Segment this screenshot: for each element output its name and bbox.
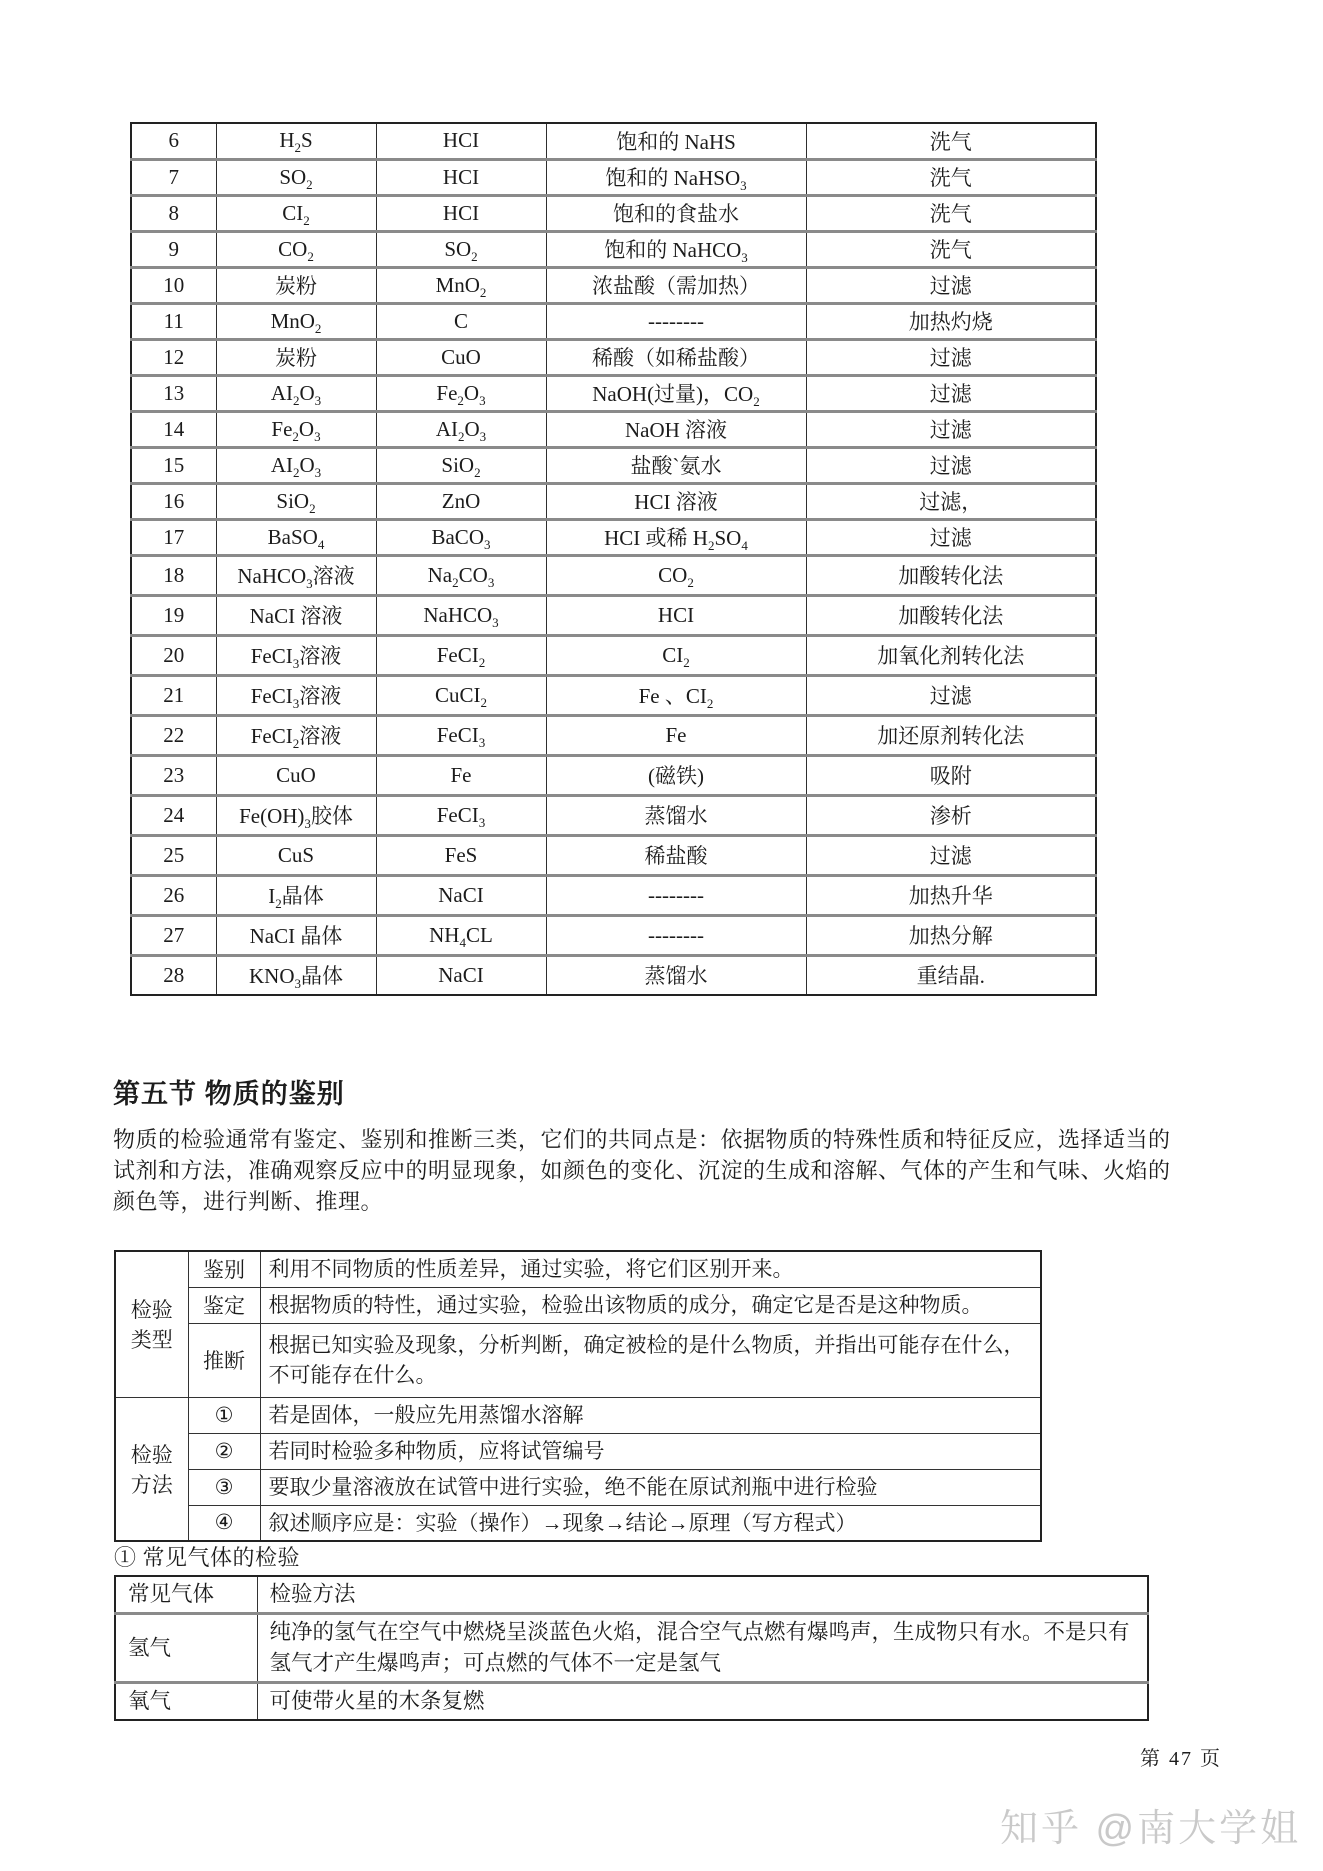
table-cell: MnO$_2$ <box>216 303 376 339</box>
table-row <box>131 303 1096 339</box>
table-cell: 27 <box>131 915 216 955</box>
table-cell: FeCI$_2$ <box>376 635 546 675</box>
table-row <box>131 875 1096 915</box>
table-cell: $CO_2$ <box>546 555 806 595</box>
intro-line: 物质的检验通常有鉴定、鉴别和推断三类，它们的共同点是：依据物质的特殊性质和特征反应，选择适当的 <box>113 1127 1171 1152</box>
page-number: 第 47 页 <box>1140 1748 1222 1770</box>
row-label: 推断 <box>188 1323 260 1397</box>
table-cell: 重结晶. <box>806 955 1096 995</box>
table-cell: NaHCO$_3$ <box>376 595 546 635</box>
table-cell: $Na_2CO_3$ <box>376 555 546 595</box>
table-cell: 饱和的 NaHS <box>546 123 806 159</box>
table-cell: 23 <box>131 755 216 795</box>
gas-section-note: ① 常见气体的检验 <box>114 1545 301 1570</box>
table-row <box>131 635 1096 675</box>
table-cell: $CI_2$ <box>546 635 806 675</box>
intro-line: 试剂和方法，准确观察反应中的明显现象，如颜色的变化、沉淀的生成和溶解、气体的产生和气味、火焰的 <box>113 1158 1171 1183</box>
row-label: ② <box>188 1433 260 1469</box>
table-cell: 过滤 <box>806 519 1096 555</box>
table-row <box>115 1397 1041 1433</box>
table-cell: 过滤 <box>806 835 1096 875</box>
table-cell: 13 <box>131 375 216 411</box>
table-cell: MnO$_2$ <box>376 267 546 303</box>
row-label: ④ <box>188 1505 260 1541</box>
table-cell: 14 <box>131 411 216 447</box>
row-text: 若是固体，一般应先用蒸馏水溶解 <box>260 1397 1041 1433</box>
table-row <box>131 595 1096 635</box>
table-cell: $Fe_2O_3$ <box>216 411 376 447</box>
table-header-row <box>115 1576 1148 1614</box>
row-text: 叙述顺序应是：实验（操作）→现象→结论→原理（写方程式） <box>260 1505 1041 1541</box>
table-row <box>131 231 1096 267</box>
table-cell: 加酸转化法 <box>806 555 1096 595</box>
table-cell: 12 <box>131 339 216 375</box>
table-cell: HCI <box>546 595 806 635</box>
separation-methods-table <box>130 122 1097 996</box>
table-row <box>115 1505 1041 1541</box>
table-cell: FeCI$_3$ <box>376 715 546 755</box>
row-label: 鉴别 <box>188 1251 260 1287</box>
table-row <box>115 1323 1041 1397</box>
table-cell: 25 <box>131 835 216 875</box>
table-cell: 21 <box>131 675 216 715</box>
table-cell: 加热升华 <box>806 875 1096 915</box>
separation-table-body <box>131 123 1096 995</box>
table-cell: 17 <box>131 519 216 555</box>
table-cell: Fe 、$CI_2$ <box>546 675 806 715</box>
table-cell: Fe <box>376 755 546 795</box>
intro-line: 颜色等，进行判断、推理。 <box>113 1189 384 1214</box>
table-row <box>131 519 1096 555</box>
table-cell: $CO_2$ <box>216 231 376 267</box>
table-cell: 10 <box>131 267 216 303</box>
gas-name: 氢气 <box>115 1614 257 1683</box>
row-label: ① <box>188 1397 260 1433</box>
row-text: 若同时检验多种物质，应将试管编号 <box>260 1433 1041 1469</box>
table-cell: 26 <box>131 875 216 915</box>
table-cell: HCI <box>376 195 546 231</box>
table-cell: ZnO <box>376 483 546 519</box>
row-text: 根据物质的特性，通过实验，检验出该物质的成分，确定它是否是这种物质。 <box>260 1287 1041 1323</box>
row-text: 利用不同物质的性质差异，通过实验，将它们区别开来。 <box>260 1251 1041 1287</box>
table-cell: 22 <box>131 715 216 755</box>
gas-table <box>114 1575 1149 1721</box>
table-row <box>115 1683 1148 1721</box>
row-label: ③ <box>188 1469 260 1505</box>
table-cell: 8 <box>131 195 216 231</box>
table-row <box>131 915 1096 955</box>
table-row <box>131 795 1096 835</box>
table-cell: CuO <box>216 755 376 795</box>
table-cell: 19 <box>131 595 216 635</box>
table-cell: 过滤 <box>806 447 1096 483</box>
table-cell: 加氧化剂转化法 <box>806 635 1096 675</box>
table-cell: $SO_2$ <box>216 159 376 195</box>
table-cell: 洗气 <box>806 159 1096 195</box>
row-label: 鉴定 <box>188 1287 260 1323</box>
table-row <box>115 1614 1148 1683</box>
table-row <box>131 375 1096 411</box>
table-cell: $Fe(OH)_3$胶体 <box>216 795 376 835</box>
row-group-header-method: 检验方法 <box>115 1397 188 1541</box>
table-cell: 洗气 <box>806 231 1096 267</box>
table-cell: 7 <box>131 159 216 195</box>
table-cell: 饱和的 NaHCO$_3$ <box>546 231 806 267</box>
table-cell: FeCI$_2$溶液 <box>216 715 376 755</box>
table-cell: NaCI 晶体 <box>216 915 376 955</box>
gas-method: 纯净的氢气在空气中燃烧呈淡蓝色火焰，混合空气点燃有爆鸣声，生成物只有水。不是只有氢气才产生爆鸣声；可点燃的气体不一定是氢气 <box>257 1614 1148 1683</box>
table-cell: 过滤 <box>806 675 1096 715</box>
table-cell: $KNO_3$晶体 <box>216 955 376 995</box>
table-row <box>131 715 1096 755</box>
table-cell: 盐酸`氨水 <box>546 447 806 483</box>
inspection-table <box>114 1250 1042 1542</box>
row-text: 要取少量溶液放在试管中进行实验，绝不能在原试剂瓶中进行检验 <box>260 1469 1041 1505</box>
table-row <box>115 1287 1041 1323</box>
table-cell: 吸附 <box>806 755 1096 795</box>
table-cell: HCI 或稀 $H_2SO_4$ <box>546 519 806 555</box>
table-cell: HCI 溶液 <box>546 483 806 519</box>
table-cell: 洗气 <box>806 195 1096 231</box>
table-cell: 过滤， <box>806 483 1096 519</box>
table-cell: -------- <box>546 875 806 915</box>
table-cell: $NH_4CL$ <box>376 915 546 955</box>
table-row <box>131 483 1096 519</box>
row-text: 根据已知实验及现象，分析判断，确定被检的是什么物质，并指出可能存在什么，不可能存在什么。 <box>260 1323 1041 1397</box>
table-row <box>131 123 1096 159</box>
table-row <box>131 755 1096 795</box>
table-row <box>131 339 1096 375</box>
table-row <box>131 835 1096 875</box>
table-cell: 9 <box>131 231 216 267</box>
table-cell: NaHCO$_3$溶液 <box>216 555 376 595</box>
table-cell: FeS <box>376 835 546 875</box>
gas-method: 可使带火星的木条复燃 <box>257 1683 1148 1721</box>
table-cell: NaCI <box>376 955 546 995</box>
table-cell: NaCI <box>376 875 546 915</box>
table-row <box>131 675 1096 715</box>
table-cell: 过滤 <box>806 267 1096 303</box>
table-row <box>115 1469 1041 1505</box>
table-cell: $I_2$晶体 <box>216 875 376 915</box>
table-cell: 饱和的食盐水 <box>546 195 806 231</box>
table-cell: 浓盐酸（需加热） <box>546 267 806 303</box>
watermark: 知乎 @南大学姐 <box>1000 1808 1302 1850</box>
table-cell: BaSO$_4$ <box>216 519 376 555</box>
table-row <box>131 555 1096 595</box>
table-cell: 饱和的 NaHSO$_3$ <box>546 159 806 195</box>
table-cell: NaCI 溶液 <box>216 595 376 635</box>
table-cell: 加酸转化法 <box>806 595 1096 635</box>
table-cell: $H_2S$ <box>216 123 376 159</box>
table-cell: -------- <box>546 303 806 339</box>
row-group-header-type: 检验类型 <box>115 1251 188 1397</box>
table-cell: $SO_2$ <box>376 231 546 267</box>
table-cell: 洗气 <box>806 123 1096 159</box>
table-row <box>131 447 1096 483</box>
table-cell: HCI <box>376 123 546 159</box>
table-cell: $AI_2O_3$ <box>216 375 376 411</box>
table-row <box>131 195 1096 231</box>
table-cell: 11 <box>131 303 216 339</box>
table-cell: 炭粉 <box>216 267 376 303</box>
table-row <box>131 411 1096 447</box>
table-cell: 炭粉 <box>216 339 376 375</box>
table-cell: 加还原剂转化法 <box>806 715 1096 755</box>
table-cell: 16 <box>131 483 216 519</box>
table-cell: 20 <box>131 635 216 675</box>
section-heading: 第五节 物质的鉴别 <box>113 1079 345 1109</box>
table-cell: 渗析 <box>806 795 1096 835</box>
table-cell: FeCI$_3$溶液 <box>216 635 376 675</box>
table-cell: $Fe_2O_3$ <box>376 375 546 411</box>
table-cell: SiO$_2$ <box>216 483 376 519</box>
table-cell: 过滤 <box>806 339 1096 375</box>
table-cell: 过滤 <box>806 411 1096 447</box>
table-cell: 28 <box>131 955 216 995</box>
table-cell: 蒸馏水 <box>546 795 806 835</box>
table-row <box>131 267 1096 303</box>
table-cell: 稀盐酸 <box>546 835 806 875</box>
table-cell: C <box>376 303 546 339</box>
table-cell: SiO$_2$ <box>376 447 546 483</box>
table-cell: CuS <box>216 835 376 875</box>
table-row <box>131 159 1096 195</box>
table-cell: 蒸馏水 <box>546 955 806 995</box>
table-cell: 24 <box>131 795 216 835</box>
table-cell: CuO <box>376 339 546 375</box>
table-cell: $AI_2O_3$ <box>376 411 546 447</box>
table-cell: 加热分解 <box>806 915 1096 955</box>
table-cell: 6 <box>168 128 179 153</box>
table-row <box>131 955 1096 995</box>
table-cell: FeCI$_3$ <box>376 795 546 835</box>
table-cell: Fe <box>546 715 806 755</box>
table-cell: CuCI$_2$ <box>376 675 546 715</box>
table-cell: NaOH(过量)，$CO_2$ <box>546 375 806 411</box>
gas-column-header: 常见气体 <box>115 1576 257 1614</box>
gas-name: 氧气 <box>115 1683 257 1721</box>
table-cell: $CI_2$ <box>216 195 376 231</box>
table-cell: FeCI$_3$溶液 <box>216 675 376 715</box>
table-cell: (磁铁) <box>546 755 806 795</box>
table-cell: 18 <box>131 555 216 595</box>
table-cell: $AI_2O_3$ <box>216 447 376 483</box>
table-cell: BaCO$_3$ <box>376 519 546 555</box>
intro-paragraph <box>113 1124 1233 1217</box>
table-cell: -------- <box>546 915 806 955</box>
table-cell: NaOH 溶液 <box>546 411 806 447</box>
table-row <box>115 1251 1041 1287</box>
table-cell: 稀酸（如稀盐酸） <box>546 339 806 375</box>
table-cell: 过滤 <box>806 375 1096 411</box>
table-cell: 15 <box>131 447 216 483</box>
table-cell: HCI <box>376 159 546 195</box>
table-cell: 加热灼烧 <box>806 303 1096 339</box>
method-column-header: 检验方法 <box>257 1576 1148 1614</box>
table-row <box>115 1433 1041 1469</box>
